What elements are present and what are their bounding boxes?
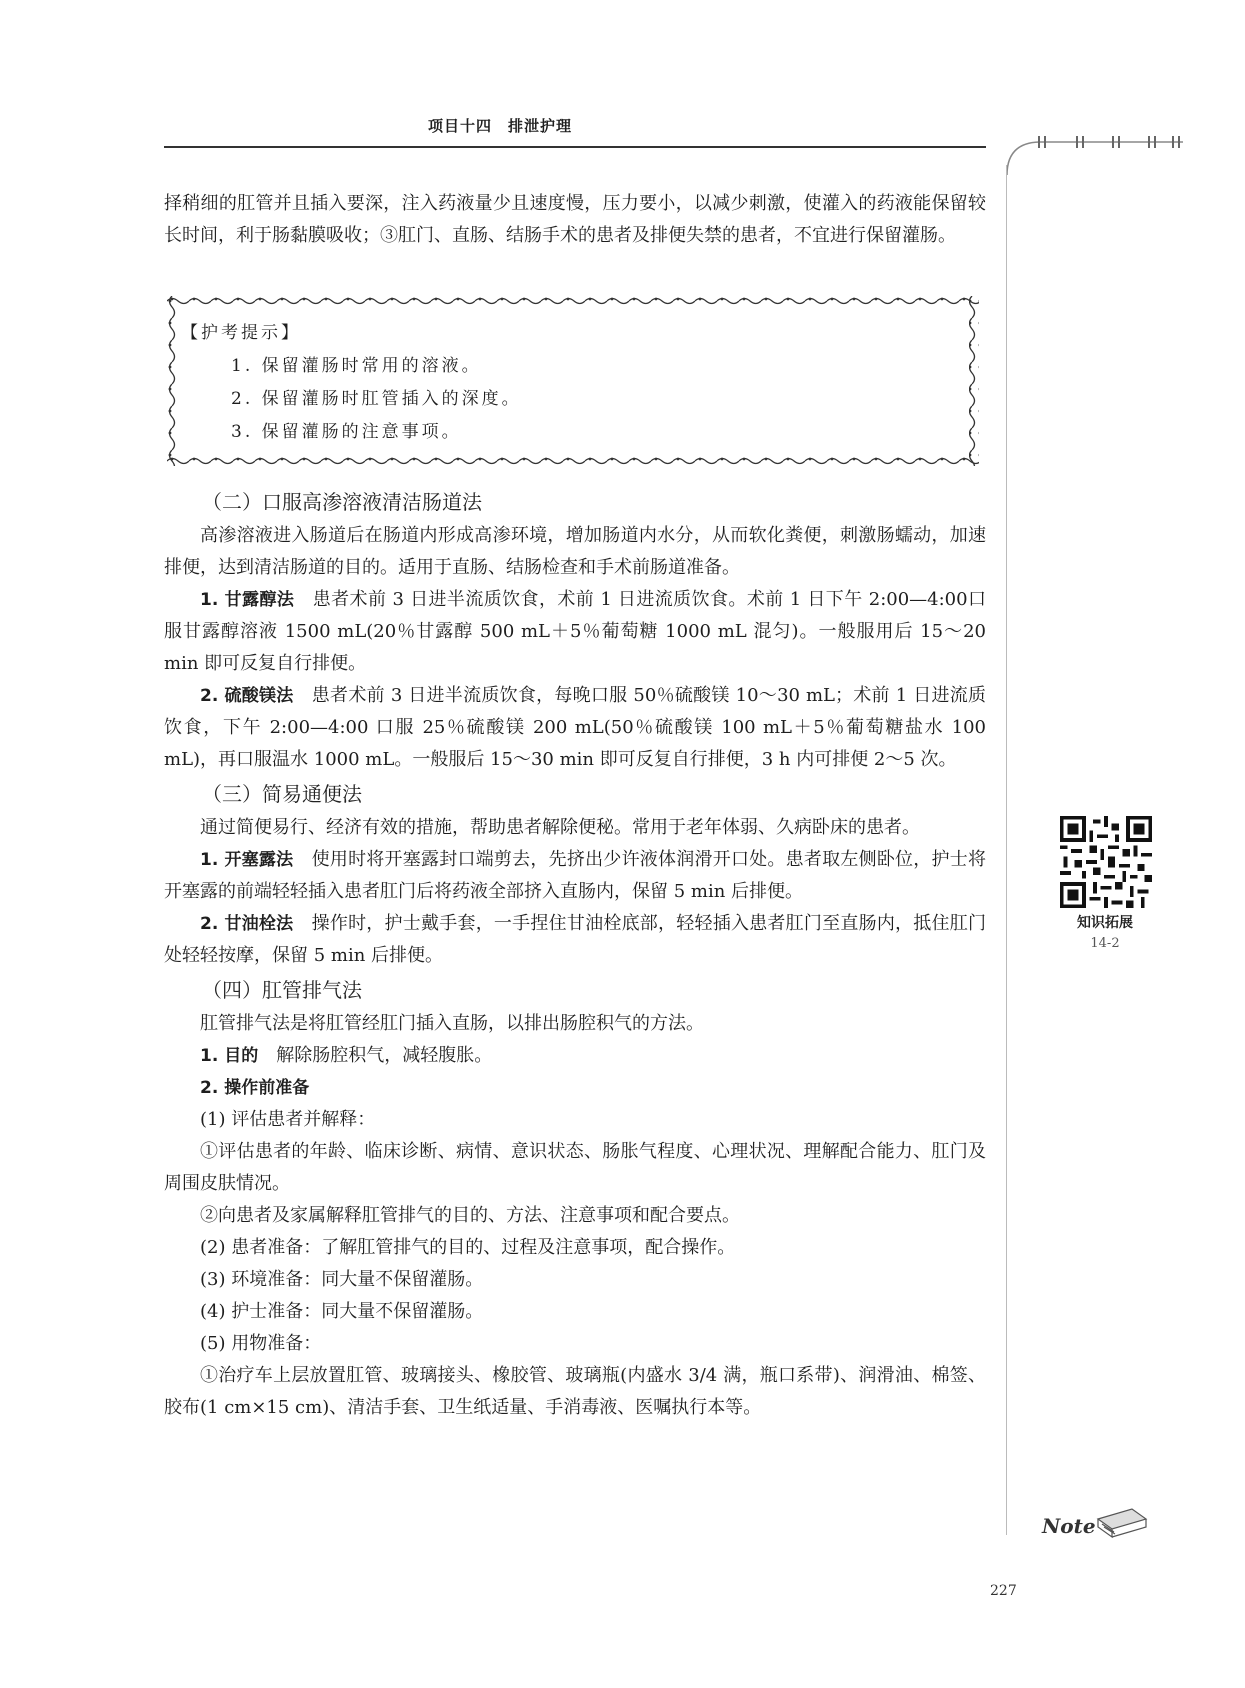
method-text: 患者术前 3 日进半流质饮食，每晚口服 50％硫酸镁 10～30 mL；术前 1 日进流质饮食，下午 2:00—4:00 口服 25％硫酸镁 200 mL(50％硫酸镁 100 mL＋5％葡萄糖盐水 100 mL)，再口服温水 1000 mL。一般服后 15～30 min 即可反复自行排便，3 h 内可排便 2～5 次。 (164, 685, 986, 770)
prep-title: 2. 操作前准备 (200, 1078, 310, 1098)
method-paragraph (164, 844, 986, 908)
list-item: (1) 评估患者并解释： (200, 1109, 376, 1130)
margin-ornament (1005, 135, 1185, 175)
section-heading: （三）简易通便法 (202, 782, 362, 806)
main-body (164, 484, 986, 1424)
prep-paragraph (164, 1072, 986, 1104)
tip-item: 2. 保留灌肠时肛管插入的深度。 (231, 389, 522, 409)
margin-rule (1006, 165, 1007, 1535)
intro-block (164, 188, 986, 252)
method-title: 2. 硫酸镁法 (200, 686, 294, 706)
purpose-paragraph (164, 1040, 986, 1072)
list-item: (3) 环境准备：同大量不保留灌肠。 (200, 1269, 484, 1290)
paragraph: 肛管排气法是将肛管经肛门插入直肠，以排出肠腔积气的方法。 (200, 1013, 704, 1034)
list-item: ①评估患者的年龄、临床诊断、病情、意识状态、肠胀气程度、心理状况、理解配合能力、肛门及周围皮肤情况。 (164, 1141, 986, 1194)
tip-item: 1. 保留灌肠时常用的溶液。 (231, 356, 482, 376)
list-item: ①治疗车上层放置肛管、玻璃接头、橡胶管、玻璃瓶(内盛水 3/4 满，瓶口系带)、润滑油、棉签、胶布(1 cm×15 cm)、清洁手套、卫生纸适量、手消毒液、医嘱执行本等。 (164, 1365, 986, 1418)
note-label: Note (1042, 1514, 1096, 1538)
method-title: 1. 甘露醇法 (200, 590, 295, 610)
paragraph: 通过简便易行、经济有效的措施，帮助患者解除便秘。常用于老年体弱、久病卧床的患者。 (200, 817, 920, 838)
qr-code[interactable] (1060, 816, 1152, 908)
method-paragraph (164, 908, 986, 972)
list-item: ②向患者及家属解释肛管排气的目的、方法、注意事项和配合要点。 (200, 1205, 740, 1226)
list-item: (5) 用物准备： (200, 1333, 322, 1354)
section-heading: （四）肛管排气法 (202, 978, 362, 1002)
purpose-text: 解除肠腔积气，减轻腹胀。 (276, 1045, 493, 1066)
qr-caption: 知识拓展 (1077, 915, 1133, 931)
list-item: (4) 护士准备：同大量不保留灌肠。 (200, 1301, 484, 1322)
tip-title: 【护考提示】 (181, 323, 301, 343)
list-item: (2) 患者准备：了解肛管排气的目的、过程及注意事项，配合操作。 (200, 1237, 736, 1258)
method-text: 使用时将开塞露封口端剪去，先挤出少许液体润滑开口处。患者取左侧卧位，护士将开塞露的前端轻轻插入患者肛门后将药液全部挤入直肠内，保留 5 min 后排便。 (164, 849, 986, 902)
method-text: 患者术前 3 日进半流质饮食，术前 1 日进流质饮食。术前 1 日下午 2:00—4:00口服甘露醇溶液 1500 mL(20％甘露醇 500 mL＋5％葡萄糖 1000 mL 混匀)。一般服用后 15～20 min 即可反复自行排便。 (164, 589, 987, 674)
note-book-icon (1040, 1497, 1150, 1547)
method-text: 操作时，护士戴手套，一手捏住甘油栓底部，轻轻插入患者肛门至直肠内，抵住肛门处轻轻按摩，保留 5 min 后排便。 (164, 913, 986, 966)
method-paragraph (164, 584, 986, 680)
paragraph: 高渗溶液进入肠道后在肠道内形成高渗环境，增加肠道内水分，从而软化粪便，刺激肠蠕动，加速排便，达到清洁肠道的目的。适用于直肠、结肠检查和手术前肠道准备。 (164, 525, 986, 578)
header-rule (164, 146, 986, 148)
exam-tip-box (167, 296, 979, 466)
qr-number: 14-2 (1090, 936, 1120, 951)
page-number: 227 (990, 1583, 1017, 1599)
method-paragraph (164, 680, 986, 776)
purpose-title: 1. 目的 (200, 1046, 259, 1066)
running-header: 项目十四 排泄护理 (427, 117, 572, 135)
intro-paragraph: 择稍细的肛管并且插入要深，注入药液量少且速度慢，压力要小，以减少刺激，使灌入的药液能保留较长时间，利于肠黏膜吸收；③肛门、直肠、结肠手术的患者及排便失禁的患者，不宜进行保留灌肠。 (164, 193, 986, 246)
method-title: 1. 开塞露法 (200, 850, 294, 870)
section-heading: （二）口服高渗溶液清洁肠道法 (202, 490, 482, 514)
method-title: 2. 甘油栓法 (200, 914, 294, 934)
tip-item: 3. 保留灌肠的注意事项。 (231, 422, 462, 442)
